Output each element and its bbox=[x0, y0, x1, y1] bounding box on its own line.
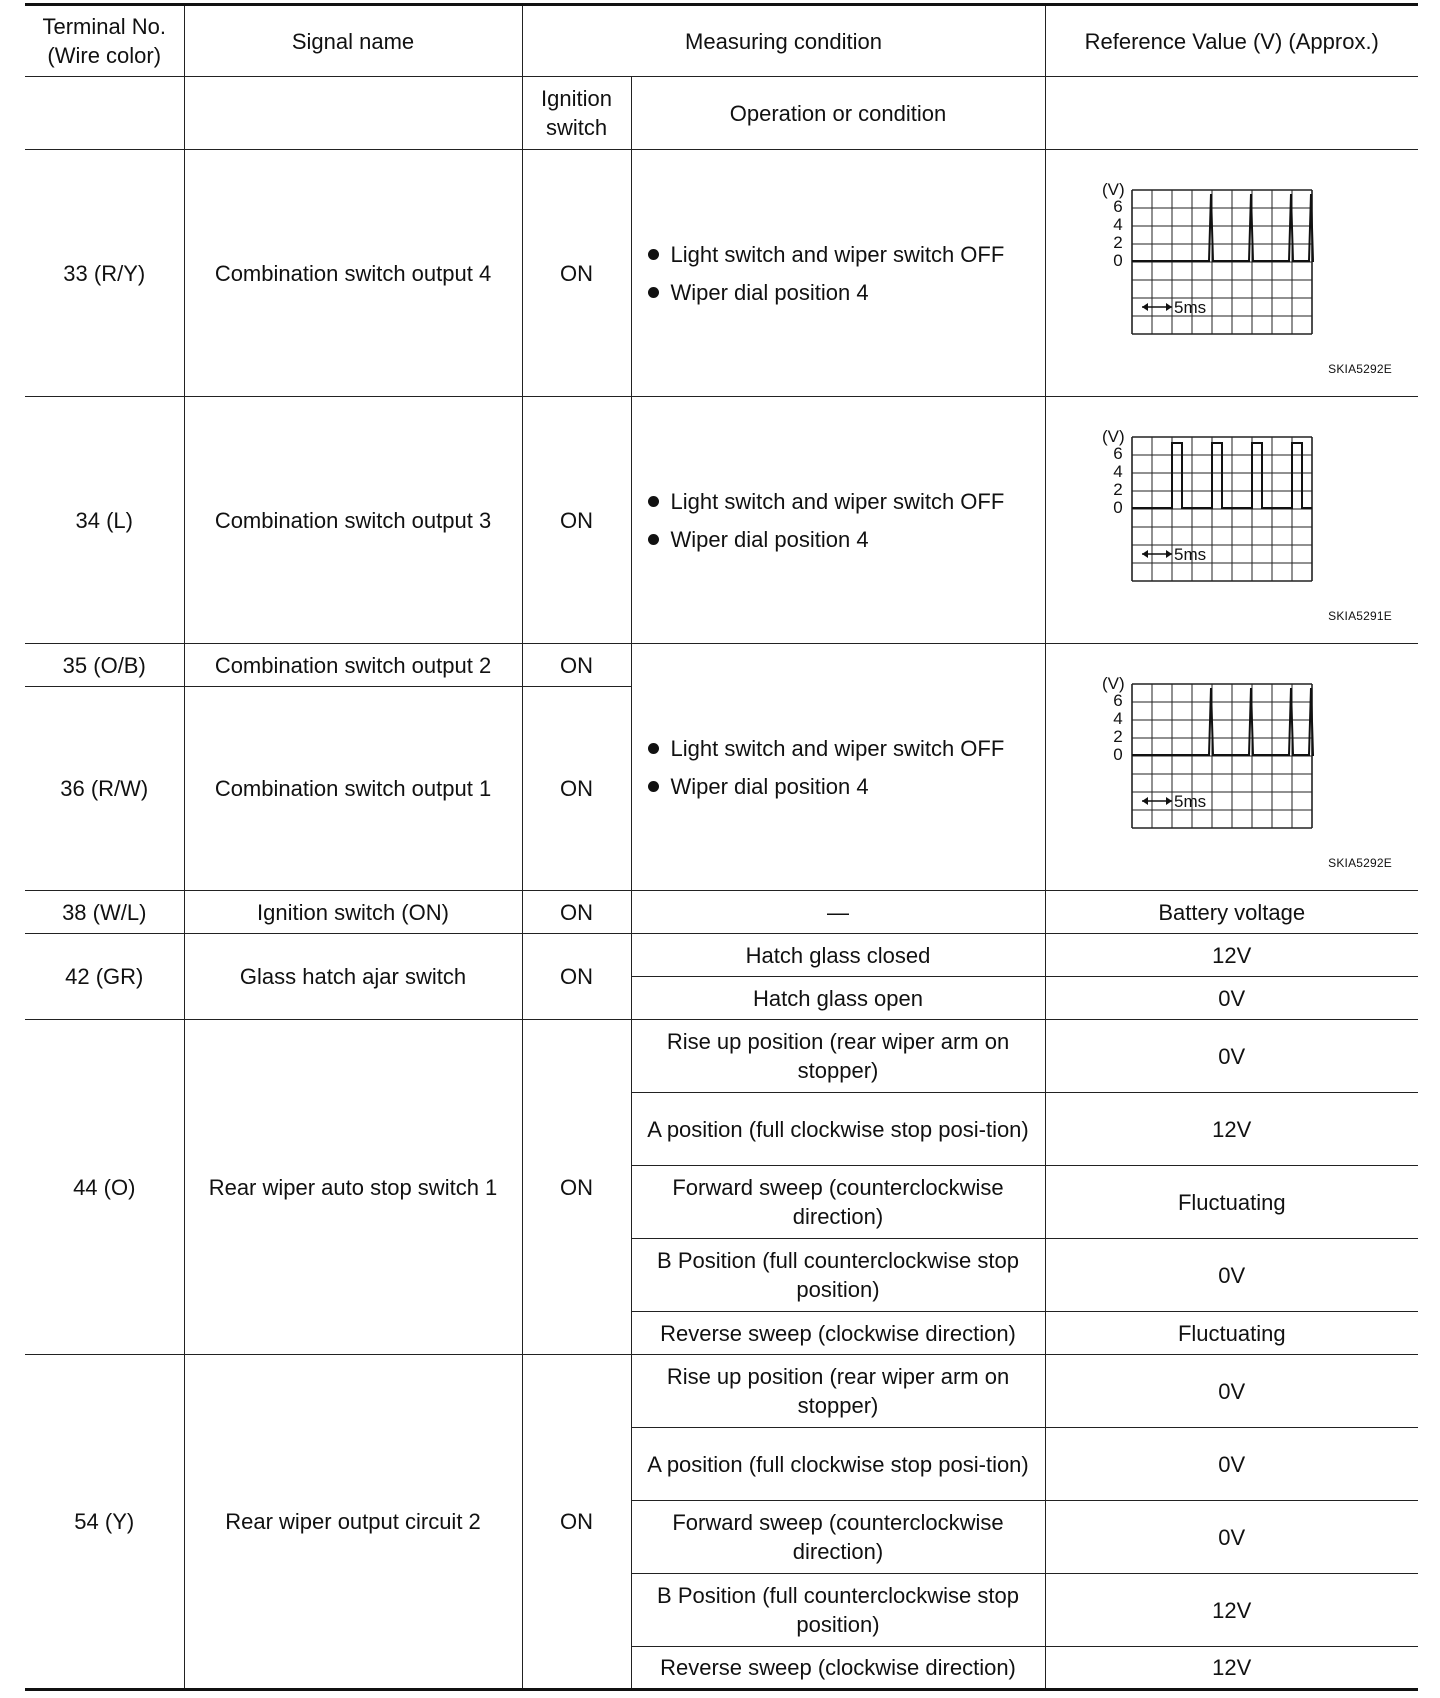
value-44-1: 0V bbox=[1045, 1020, 1418, 1093]
figure-id-36: SKIA5292E bbox=[1328, 856, 1392, 870]
condition-44-5: Reverse sweep (clockwise direction) bbox=[631, 1312, 1045, 1355]
conditions-35-36 bbox=[631, 644, 1045, 891]
table-row bbox=[25, 397, 1418, 644]
table-row bbox=[25, 150, 1418, 397]
header-measuring-condition: Measuring condition bbox=[522, 5, 1045, 77]
y-tick-label: 4 bbox=[1112, 709, 1123, 728]
list-item bbox=[648, 240, 1035, 269]
condition-44-3: Forward sweep (counterclockwise direction) bbox=[631, 1166, 1045, 1239]
ignition-44: ON bbox=[522, 1020, 631, 1355]
terminal-33: 33 (R/Y) bbox=[25, 150, 184, 397]
terminal-54: 54 (Y) bbox=[25, 1355, 184, 1690]
condition-54-4: B Position (full counterclockwise stop position) bbox=[631, 1574, 1045, 1647]
y-tick-label: 2 bbox=[1112, 480, 1123, 499]
y-tick-label: 4 bbox=[1112, 215, 1123, 234]
y-tick-label: 6 bbox=[1112, 691, 1123, 710]
table-row bbox=[25, 934, 1418, 977]
y-axis-unit-label: (V) bbox=[1101, 180, 1125, 199]
header-blank-reference bbox=[1045, 77, 1418, 150]
condition-text: Wiper dial position 4 bbox=[670, 773, 869, 799]
condition-42-b: Hatch glass open bbox=[631, 977, 1045, 1020]
bullet-icon bbox=[648, 287, 659, 298]
condition-54-3: Forward sweep (counterclockwise direction) bbox=[631, 1501, 1045, 1574]
condition-44-1: Rise up position (rear wiper arm on stopper) bbox=[631, 1020, 1045, 1093]
ignition-34: ON bbox=[522, 397, 631, 644]
value-42-a: 12V bbox=[1045, 934, 1418, 977]
list-item bbox=[648, 772, 1035, 801]
list-item bbox=[648, 525, 1035, 554]
arrow-left-icon bbox=[1142, 550, 1148, 558]
signal-42: Glass hatch ajar switch bbox=[184, 934, 522, 1020]
signal-34: Combination switch output 3 bbox=[184, 397, 522, 644]
time-scale-label: 5ms bbox=[1173, 545, 1206, 564]
signal-54: Rear wiper output circuit 2 bbox=[184, 1355, 522, 1690]
arrow-left-icon bbox=[1142, 797, 1148, 805]
header-blank-signal bbox=[184, 77, 522, 150]
header-blank-terminal bbox=[25, 77, 184, 150]
arrow-right-icon bbox=[1166, 303, 1172, 311]
table-row bbox=[25, 1355, 1418, 1428]
waveform-trace bbox=[1132, 194, 1313, 261]
ignition-42: ON bbox=[522, 934, 631, 1020]
signal-38: Ignition switch (ON) bbox=[184, 891, 522, 934]
arrow-left-icon bbox=[1142, 303, 1148, 311]
header-ignition-switch: Ignition switch bbox=[522, 77, 631, 150]
signal-35: Combination switch output 2 bbox=[184, 644, 522, 687]
table-row bbox=[25, 644, 1418, 687]
condition-text: Wiper dial position 4 bbox=[670, 526, 869, 552]
time-scale-label: 5ms bbox=[1173, 792, 1206, 811]
spec-table bbox=[25, 3, 1418, 1691]
bullet-icon bbox=[648, 743, 659, 754]
bullet-icon bbox=[648, 781, 659, 792]
waveform-cell-34 bbox=[1045, 397, 1418, 644]
condition-54-2: A position (full clockwise stop posi-tion) bbox=[631, 1428, 1045, 1501]
condition-44-4: B Position (full counterclockwise stop position) bbox=[631, 1239, 1045, 1312]
y-tick-label: 6 bbox=[1112, 444, 1123, 463]
terminal-42: 42 (GR) bbox=[25, 934, 184, 1020]
value-44-2: 12V bbox=[1045, 1093, 1418, 1166]
condition-54-5: Reverse sweep (clockwise direction) bbox=[631, 1647, 1045, 1690]
table-row bbox=[25, 1020, 1418, 1093]
value-38: Battery voltage bbox=[1045, 891, 1418, 934]
waveform-cell-33 bbox=[1045, 150, 1418, 397]
terminal-35: 35 (O/B) bbox=[25, 644, 184, 687]
signal-36: Combination switch output 1 bbox=[184, 687, 522, 891]
y-axis-unit-label: (V) bbox=[1101, 427, 1125, 446]
signal-33: Combination switch output 4 bbox=[184, 150, 522, 397]
time-scale-label: 5ms bbox=[1173, 298, 1206, 317]
waveform-trace bbox=[1132, 688, 1313, 755]
y-tick-label: 0 bbox=[1112, 251, 1123, 270]
y-axis-unit-label: (V) bbox=[1101, 674, 1125, 693]
y-tick-label: 0 bbox=[1112, 745, 1123, 764]
bullet-icon bbox=[648, 534, 659, 545]
signal-44: Rear wiper auto stop switch 1 bbox=[184, 1020, 522, 1355]
table-row bbox=[25, 891, 1418, 934]
y-tick-label: 6 bbox=[1112, 197, 1123, 216]
figure-id-33: SKIA5292E bbox=[1328, 362, 1392, 376]
waveform-trace bbox=[1132, 443, 1312, 508]
terminal-44: 44 (O) bbox=[25, 1020, 184, 1355]
condition-text: Light switch and wiper switch OFF bbox=[670, 241, 1005, 267]
y-tick-label: 2 bbox=[1112, 727, 1123, 746]
arrow-right-icon bbox=[1166, 797, 1172, 805]
ignition-36: ON bbox=[522, 687, 631, 891]
y-tick-label: 4 bbox=[1112, 462, 1123, 481]
conditions-34 bbox=[631, 397, 1045, 644]
waveform-cell-36 bbox=[1045, 644, 1418, 891]
value-54-1: 0V bbox=[1045, 1355, 1418, 1428]
header-operation-condition: Operation or condition bbox=[631, 77, 1045, 150]
condition-text: Light switch and wiper switch OFF bbox=[670, 488, 1005, 514]
arrow-right-icon bbox=[1166, 550, 1172, 558]
value-44-3: Fluctuating bbox=[1045, 1166, 1418, 1239]
value-54-4: 12V bbox=[1045, 1574, 1418, 1647]
y-tick-label: 0 bbox=[1112, 498, 1123, 517]
list-item bbox=[648, 734, 1035, 763]
header-reference-value: Reference Value (V) (Approx.) bbox=[1045, 5, 1418, 77]
terminal-38: 38 (W/L) bbox=[25, 891, 184, 934]
header-terminal: Terminal No. (Wire color) bbox=[25, 5, 184, 77]
value-54-3: 0V bbox=[1045, 1501, 1418, 1574]
ignition-38: ON bbox=[522, 891, 631, 934]
y-tick-label: 2 bbox=[1112, 233, 1123, 252]
value-44-5: Fluctuating bbox=[1045, 1312, 1418, 1355]
list-item bbox=[648, 278, 1035, 307]
terminal-34: 34 (L) bbox=[25, 397, 184, 644]
ignition-54: ON bbox=[522, 1355, 631, 1690]
terminal-36: 36 (R/W) bbox=[25, 687, 184, 891]
ignition-35: ON bbox=[522, 644, 631, 687]
bullet-icon bbox=[648, 249, 659, 260]
figure-id-34: SKIA5291E bbox=[1328, 609, 1392, 623]
list-item bbox=[648, 487, 1035, 516]
bullet-icon bbox=[648, 496, 659, 507]
header-signal-name: Signal name bbox=[184, 5, 522, 77]
ignition-33: ON bbox=[522, 150, 631, 397]
conditions-33 bbox=[631, 150, 1045, 397]
condition-54-1: Rise up position (rear wiper arm on stopper) bbox=[631, 1355, 1045, 1428]
condition-text: Light switch and wiper switch OFF bbox=[670, 735, 1005, 761]
terminal-reference-table bbox=[25, 3, 1418, 1691]
condition-text: Wiper dial position 4 bbox=[670, 279, 869, 305]
condition-44-2: A position (full clockwise stop posi-tion) bbox=[631, 1093, 1045, 1166]
value-42-b: 0V bbox=[1045, 977, 1418, 1020]
value-54-2: 0V bbox=[1045, 1428, 1418, 1501]
condition-42-a: Hatch glass closed bbox=[631, 934, 1045, 977]
condition-38: — bbox=[631, 891, 1045, 934]
value-54-5: 12V bbox=[1045, 1647, 1418, 1690]
value-44-4: 0V bbox=[1045, 1239, 1418, 1312]
